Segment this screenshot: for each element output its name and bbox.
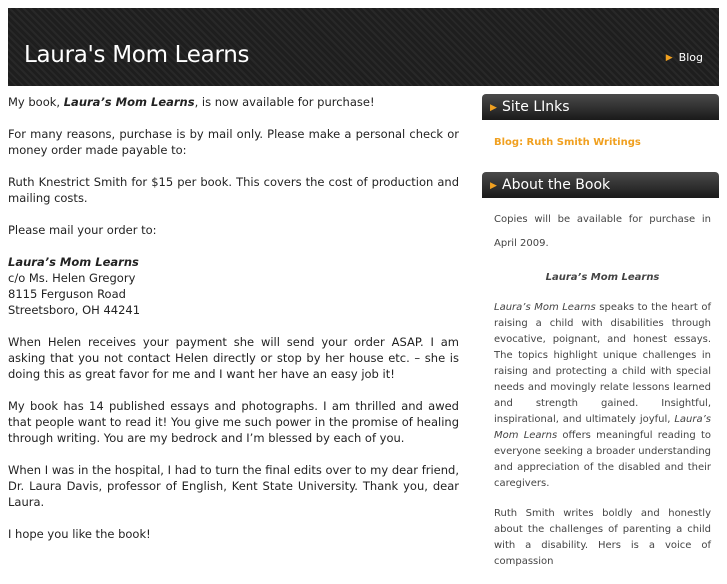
payee-paragraph: Ruth Knestrict Smith for $15 per book. This covers the cost of production and mailing costs. [8, 175, 459, 205]
book-description [494, 300, 711, 492]
description-text: speaks to the heart of raising a child with disabilities through evocative, poignant, and honest essays. The topics highlight unique challenges in raising and protecting a child with special needs and movingly relate lessons learned and strength gained. Insightful, inspirational, and ultimately joyful, [494, 302, 711, 425]
intro-text: My book, [8, 95, 64, 109]
book-title-ref-2: Laura’s Mom Learns [494, 414, 711, 441]
mail-paragraph: Please mail your order to: [8, 223, 157, 237]
arrow-right-icon: ▶ [490, 102, 497, 112]
about-book-header [482, 172, 719, 198]
main-content [8, 94, 459, 558]
author-description: Ruth Smith writes boldly and honestly about the challenges of parenting a child with a disability. Hers is a voice of compassion [494, 508, 711, 567]
availability-text: Copies will be available for purchase in April 2009. [494, 214, 711, 249]
intro-text-end: , is now available for purchase! [194, 95, 375, 109]
nav-bar [666, 51, 703, 64]
helen-paragraph: When Helen receives your payment she will send your order ASAP. I am asking that you not contact Helen directly or stop by her house etc. – she is doing this as great favor for me and I want her have an easy job it! [8, 335, 459, 381]
address-line-1: Laura’s Mom Learns [8, 255, 139, 269]
about-book-subtitle: Laura’s Mom Learns [545, 272, 660, 283]
arrow-right-icon: ▶ [665, 52, 673, 62]
sidebar [482, 94, 719, 584]
site-title[interactable]: Laura's Mom Learns [24, 42, 250, 68]
address-line-2: c/o Ms. Helen Gregory [8, 271, 136, 285]
site-links-title: Site LInks [502, 99, 570, 115]
address-line-3: 8115 Ferguson Road [8, 287, 126, 301]
about-book-body [482, 198, 719, 570]
description-text-end: offers meaningful reading to everyone seeking a broader understanding and appreciation of the disabled and their caregivers. [494, 430, 711, 489]
intro-paragraph [8, 94, 459, 110]
closing-paragraph: I hope you like the book! [8, 527, 151, 541]
site-links-header [482, 94, 719, 120]
site-header [8, 8, 719, 86]
about-book-title: About the Book [502, 177, 611, 193]
hospital-paragraph: When I was in the hospital, I had to turn the final edits over to my dear friend, Dr. Laura Davis, professor of English, Kent State University. Thank you, dear Laura. [8, 463, 459, 509]
mailing-address [8, 254, 459, 318]
address-line-4: Streetsboro, OH 44241 [8, 303, 141, 317]
book-paragraph: My book has 14 published essays and photographs. I am thrilled and awed that people want to read it! You give me such power in the promise of healing through writing. You are my bedrock and I’m blessed by each of you. [8, 399, 459, 445]
nav-link-blog[interactable]: Blog [678, 51, 703, 64]
purchase-paragraph: For many reasons, purchase is by mail only. Please make a personal check or money order made payable to: [8, 127, 459, 157]
book-title: Laura’s Mom Learns [63, 95, 195, 109]
sidebar-link-blog[interactable]: Blog: Ruth Smith Writings [494, 137, 641, 148]
book-title-ref: Laura’s Mom Learns [494, 302, 596, 313]
arrow-right-icon: ▶ [490, 180, 497, 190]
